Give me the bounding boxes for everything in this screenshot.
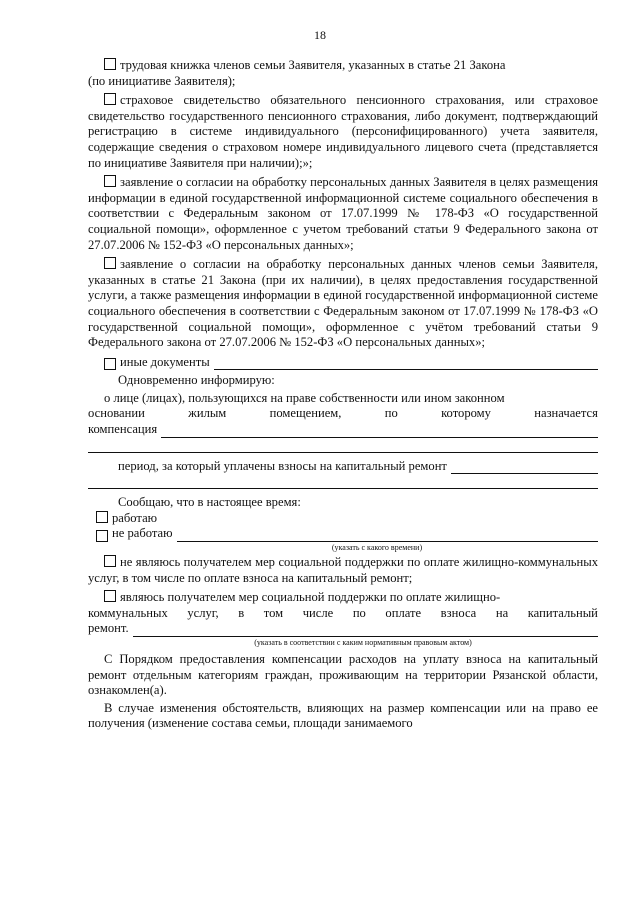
report-heading: Сообщаю, что в настоящее время: (118, 495, 301, 510)
period-field-2[interactable] (88, 474, 598, 489)
work-status (88, 511, 598, 553)
checkbox-not-working[interactable] (96, 530, 108, 542)
word: основании (88, 406, 145, 421)
checkbox-not-recipient[interactable] (104, 555, 116, 567)
period-row (88, 459, 598, 475)
word: назначается (534, 406, 598, 421)
page-number: 18 (314, 28, 326, 42)
order-acknowledgement: С Порядком предоставления компенсации расходов на уплату взноса на капитальный ремонт отдельным категориям граждан, проживающим на территории Рязанской области, ознакомлен(а). (88, 652, 598, 698)
checkbox-consent-family[interactable] (104, 257, 116, 269)
word: которому (441, 406, 491, 421)
item-text: (по инициативе Заявителя); (88, 73, 236, 88)
not-recipient-block (88, 555, 598, 586)
period-label: период, за который уплачены взносы на капитальный ремонт (118, 458, 447, 473)
recipient-caption: (указать в соответствии с каким нормативным правовым актом) (254, 638, 472, 647)
item-insurance-certificate (88, 93, 598, 171)
word: в (238, 605, 245, 620)
checkbox-consent-applicant[interactable] (104, 175, 116, 187)
item-work-books (88, 58, 598, 89)
recipient-spaced-line (88, 606, 598, 622)
recipient-text: являюсь получателем мер социальной поддержки по оплате жилищно- (120, 590, 501, 605)
checkbox-working[interactable] (96, 511, 108, 523)
item-text: заявление о согласии на обработку персональных данных Заявителя в целях размещения информации в единой государственной информационной системе социального обеспечения в соответствии с Федеральным законом от 17.07.1999 № 178-ФЗ «О государственной социальной помощи», оформленное с учетом требований статьи 9 Федерального закона от 27.07.2006 № 152-ФЗ «О персональных данных»; (88, 175, 598, 252)
word: жилым (188, 406, 227, 421)
not-working-label: не работаю (112, 526, 173, 541)
change-notice: В случае изменения обстоятельств, влияющих на размер компенсации или на право ее получения (изменение состава семьи, площади занимаемого (88, 700, 598, 731)
persons-text: о лице (лицах), пользующихся на праве собственности или ином законном (104, 390, 505, 405)
item-other-docs (88, 355, 598, 371)
word: том (263, 605, 284, 620)
recipient-act-field[interactable] (133, 624, 598, 637)
item-text: заявление о согласии на обработку персональных данных членов семьи Заявителя, указанных в статье 21 Закона (при их наличии), в целях предоставления государственной услуги, а также размещения информации в единой государственной информационной системе социального обеспечения в соответствии с Федеральным законом от 17.07.1999 № 178-ФЗ «О государственной социальной помощи», оформленное с учётом требований статьи 9 Федерального закона от 27.07.2006 № 152-ФЗ «О персональных данных»; (88, 257, 598, 350)
work-caption: (указать с какого времени) (331, 543, 423, 553)
persons-field-2[interactable] (88, 438, 598, 453)
word: по (352, 605, 366, 620)
checkbox-recipient[interactable] (104, 590, 116, 602)
item-consent-family (88, 257, 598, 351)
word: по (384, 406, 398, 421)
item-text: страховое свидетельство обязательного пенсионного страхования, или страховое свидетельство государственного пенсионного страхования, либо документ, подтверждающий регистрацию в системе индивидуального (персонифицированного) учета заявителя, содержащие сведения о страховом номере индивидуального лицевого счета (представляется по инициативе Заявителя при наличии);»; (88, 93, 598, 170)
word: на (495, 605, 509, 620)
word: услуг, (187, 605, 219, 620)
working-row (96, 511, 598, 527)
persons-field[interactable] (161, 425, 598, 438)
checkbox-other-docs[interactable] (104, 358, 116, 370)
persons-end: компенсация (88, 422, 158, 437)
recipient-end-line (88, 621, 598, 637)
item-consent-applicant (88, 175, 598, 253)
word: капитальный (527, 605, 598, 620)
form-body (88, 58, 598, 732)
word: взноса (440, 605, 477, 620)
persons-spaced-line (88, 406, 598, 422)
word: оплате (385, 605, 422, 620)
checkbox-insurance-certificate[interactable] (104, 93, 116, 105)
checkbox-work-books[interactable] (104, 58, 116, 70)
persons-end-line (88, 422, 598, 438)
word: числе (302, 605, 334, 620)
period-field[interactable] (451, 461, 598, 474)
working-label: работаю (112, 510, 158, 525)
word: помещением, (269, 406, 342, 421)
persons-block (88, 391, 598, 453)
inform-heading: Одновременно информирую: (118, 373, 275, 388)
item-text: трудовая книжка членов семьи Заявителя, указанных в статье 21 Закона (120, 58, 506, 72)
word: коммунальных (88, 605, 168, 620)
not-recipient-text: не являюсь получателем мер социальной поддержки по оплате жилищно-коммунальных услуг, в том числе по оплате взноса на капитальный ремонт; (88, 555, 598, 585)
other-docs-field[interactable] (214, 357, 598, 370)
recipient-block (88, 590, 598, 648)
other-docs-label: иные документы (120, 354, 210, 369)
not-working-since-field[interactable] (177, 529, 598, 542)
not-working-row (96, 526, 598, 542)
recipient-end: ремонт. (88, 621, 129, 636)
